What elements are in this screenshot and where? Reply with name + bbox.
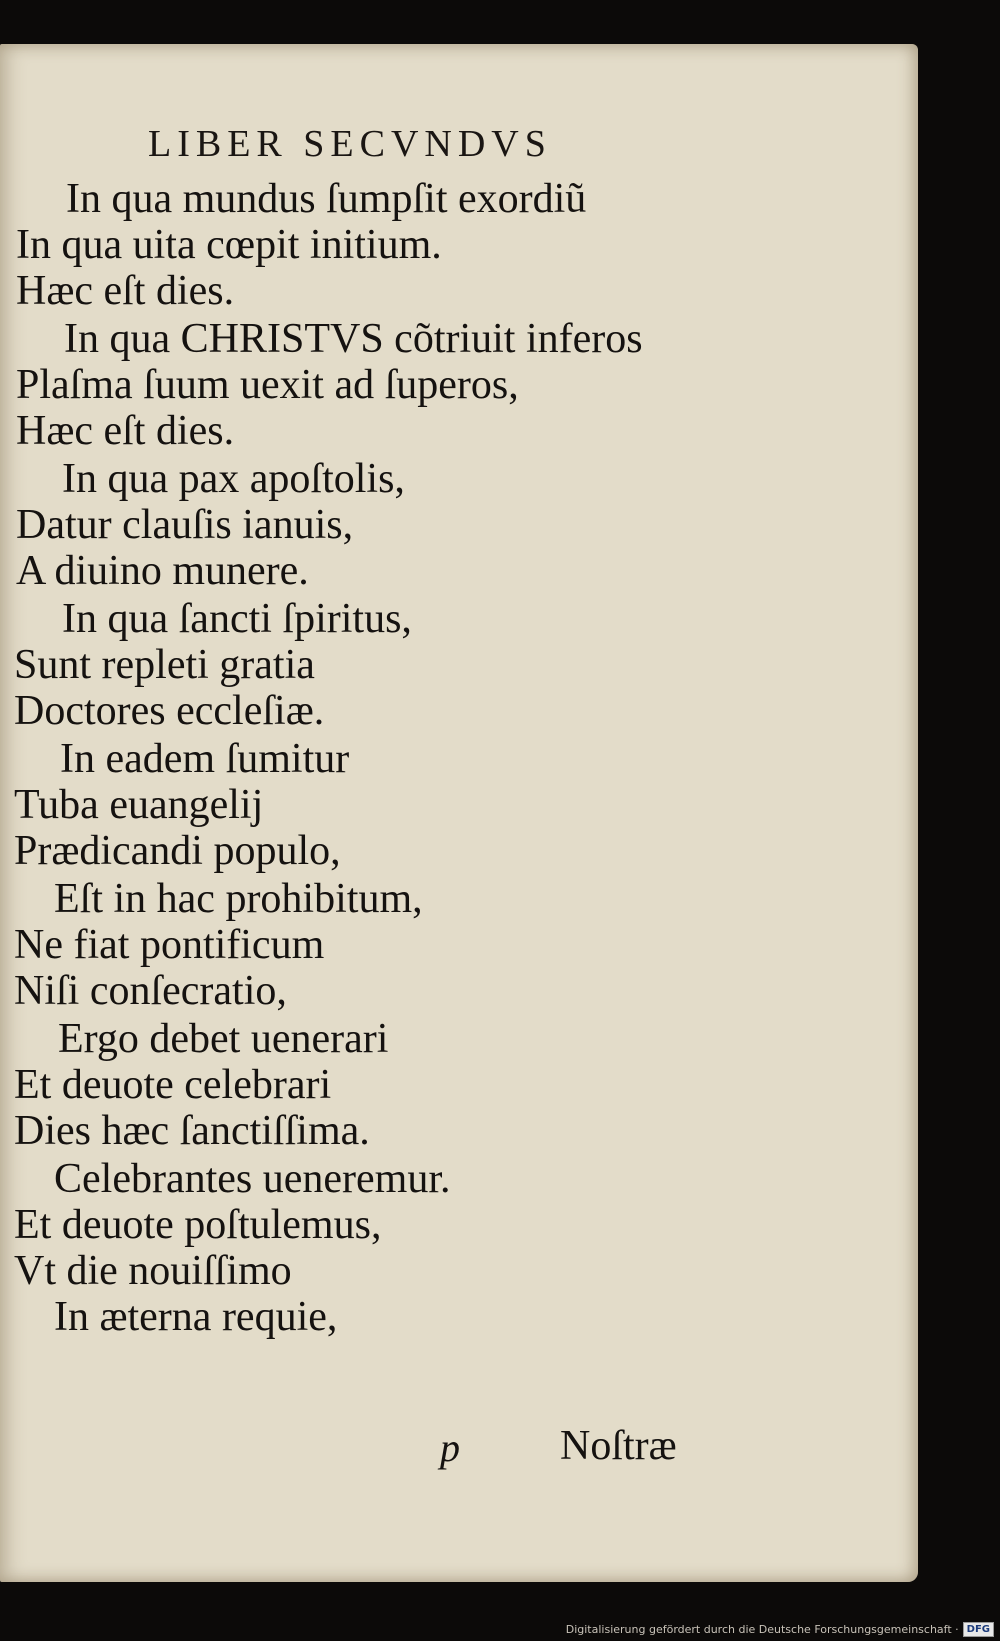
verse-line: Vt die nouiſſimo [14, 1248, 292, 1294]
verse-line: Hæc eſt dies. [16, 408, 235, 454]
verse-line: Celebrantes ueneremur. [54, 1156, 451, 1202]
running-head: LIBER SECVNDVS [148, 123, 552, 165]
verse-line: In æterna requie, [54, 1294, 338, 1340]
verse-line: Datur clauſis ianuis, [16, 502, 354, 548]
signature-mark: p [440, 1425, 460, 1470]
credit-text: Digitalisierung gefördert durch die Deutsche Forschungsgemeinschaft · [565, 1623, 959, 1636]
verse-line: In eadem ſumitur [60, 736, 350, 782]
digitization-credit [566, 1622, 994, 1637]
verse-line: A diuino munere. [16, 548, 309, 594]
verse-line: Tuba euangelij [14, 782, 264, 828]
verse-line: In qua uita cœpit initium. [16, 222, 442, 268]
verse-line: Eſt in hac prohibitum, [54, 876, 423, 922]
verse-line: Plaſma ſuum uexit ad ſuperos, [16, 362, 519, 408]
dfg-logo: DFG [963, 1622, 994, 1637]
verse-line: Et deuote poſtulemus, [14, 1202, 382, 1248]
verse-line: In qua CHRISTVS cõtriuit inferos [64, 316, 643, 362]
book-page [0, 44, 918, 1582]
verse-line: Prædicandi populo, [14, 828, 341, 874]
verse-line: Et deuote celebrari [14, 1062, 332, 1108]
verse-line: In qua ſancti ſpiritus, [62, 596, 412, 642]
verse-line: In qua mundus ſumpſit exordiũ [66, 176, 587, 222]
verse-line: Niſi conſecratio, [14, 968, 287, 1014]
catchword: Noſtræ [560, 1423, 677, 1469]
verse-line: Hæc eſt dies. [16, 268, 235, 314]
verse-line: In qua pax apoſtolis, [62, 456, 405, 502]
verse-line: Sunt repleti gratia [14, 642, 315, 688]
verse-line: Ne fiat pontificum [14, 922, 325, 968]
verse-line: Dies hæc ſanctiſſima. [14, 1108, 370, 1154]
verse-line: Ergo debet uenerari [58, 1016, 389, 1062]
verse-line: Doctores eccleſiæ. [14, 688, 325, 734]
